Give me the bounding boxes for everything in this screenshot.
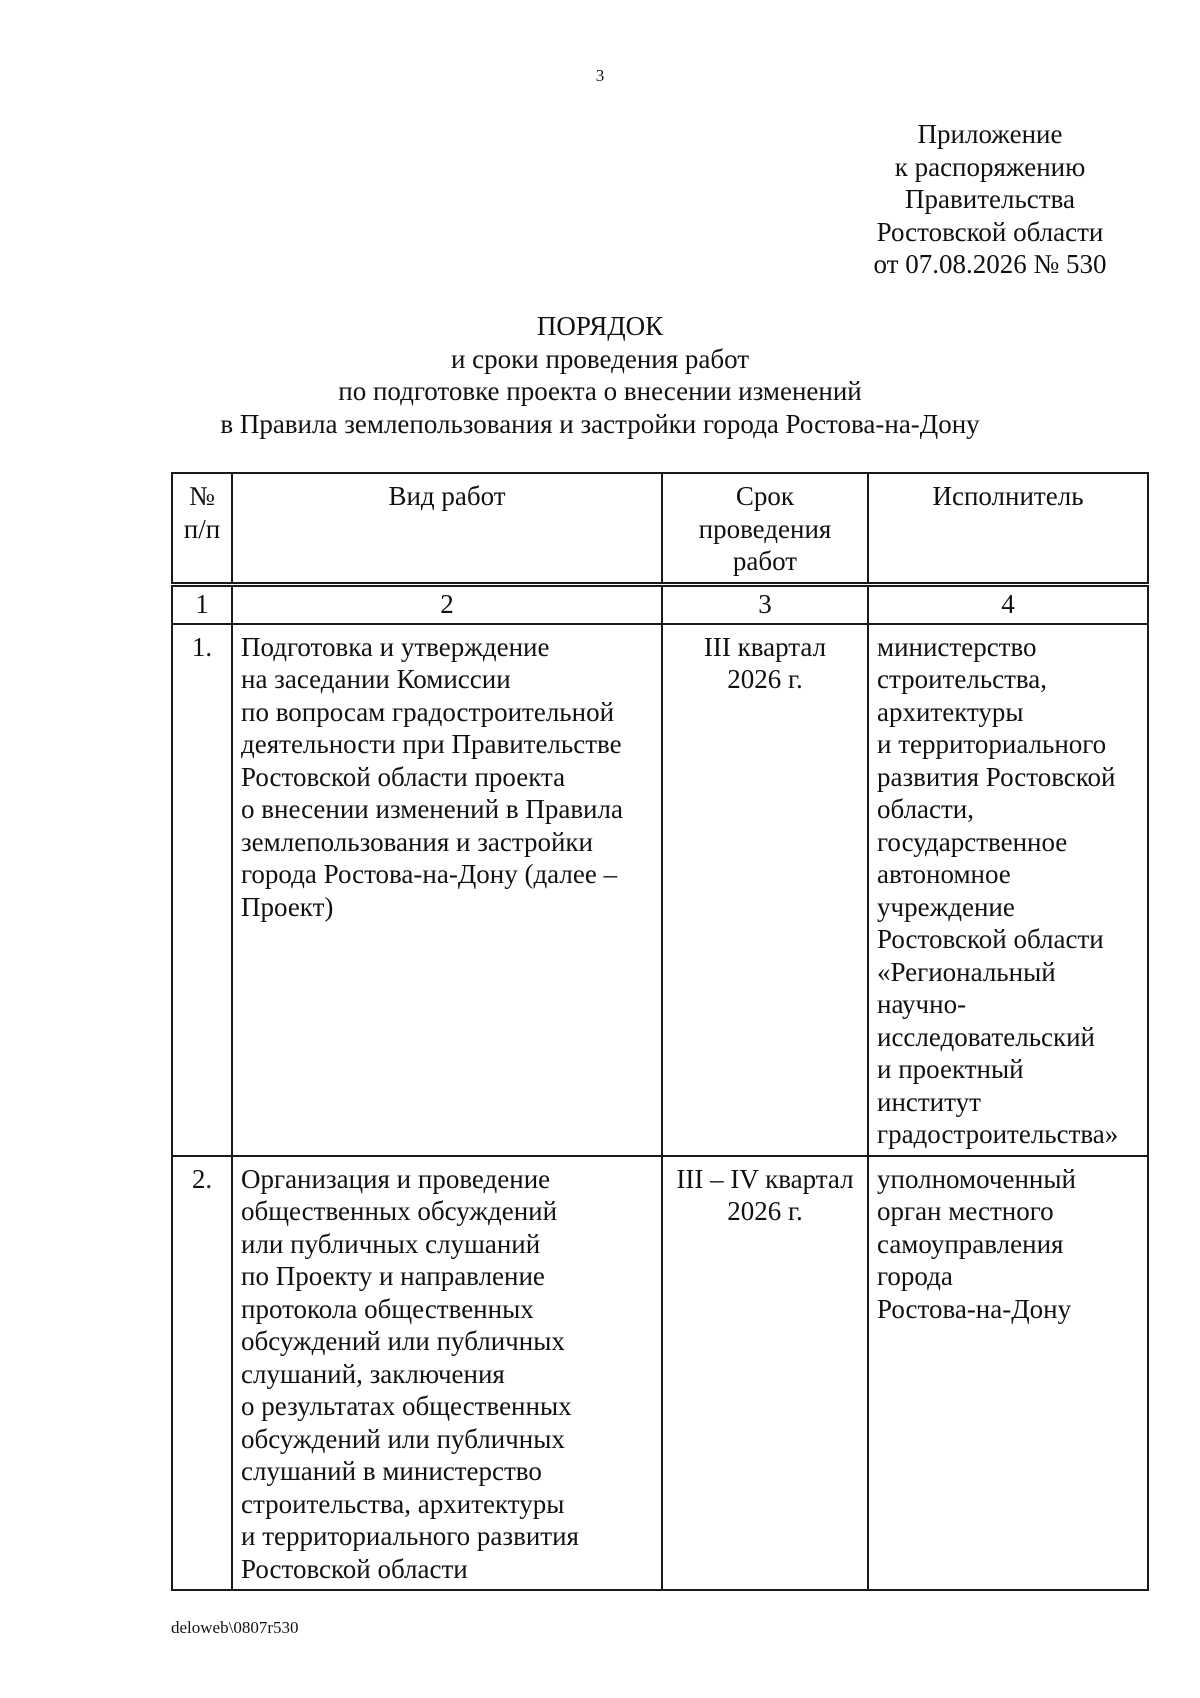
title-line: по подготовке проекта о внесении изменений xyxy=(338,376,862,406)
appendix-line: Приложение xyxy=(917,119,1063,149)
appendix-line: Правительства xyxy=(905,184,1075,214)
document-footer-code: deloweb\0807r530 xyxy=(171,1618,299,1637)
page-number: 3 xyxy=(595,66,605,85)
work-cell: Организация и проведение общественных обсуждений или публичных слушаний по Проекту и направление протокола общественных обсуждений или публичных слушаний, заключения о результатах общественных обсуждений или публичных слушаний в министерство строительства, архитектуры и территориального развития Ростовской области xyxy=(232,1156,662,1591)
appendix-line: к распоряжению xyxy=(894,151,1086,182)
executor-cell: уполномоченный орган местного самоуправления города Ростова-на-Дону xyxy=(868,1156,1148,1591)
column-number: 4 xyxy=(868,584,1148,624)
appendix-line: от 07.08.2026 № 530 xyxy=(873,249,1107,279)
header-num: № п/п xyxy=(172,473,232,584)
column-number-row xyxy=(172,584,1148,624)
title-line: в Правила землепользования и застройки города Ростова-на-Дону xyxy=(220,408,980,439)
term-cell: III квартал 2026 г. xyxy=(662,624,868,1156)
work-cell: Подготовка и утверждение на заседании Комиссии по вопросам градостроительной деятельности при Правительстве Ростовской области проекта о внесении изменений в Правила землепользования и застройки города Ростова-на-Дону (далее – Проект) xyxy=(232,624,662,1156)
table-row xyxy=(172,1156,1148,1591)
title-heading: ПОРЯДОК xyxy=(536,311,664,341)
header-executor: Исполнитель xyxy=(868,473,1148,584)
executor-cell: министерство строительства, архитектуры и территориального развития Ростовской области, государственное автономное учреждение Ростовской области «Региональный научно- исследовательский и проектный институт градостроительства» xyxy=(868,624,1148,1156)
header-work: Вид работ xyxy=(232,473,662,584)
works-table xyxy=(171,472,1149,1591)
table-row xyxy=(172,624,1148,1156)
appendix-line: Ростовской области xyxy=(876,216,1104,247)
column-number: 1 xyxy=(172,584,232,624)
document-title xyxy=(0,310,1200,440)
row-number: 2. xyxy=(172,1156,232,1591)
row-number: 1. xyxy=(172,624,232,1156)
column-number: 3 xyxy=(662,584,868,624)
header-term: Срок проведения работ xyxy=(662,473,868,584)
term-cell: III – IV квартал 2026 г. xyxy=(662,1156,868,1591)
appendix-block xyxy=(840,118,1140,281)
title-line: и сроки проведения работ xyxy=(450,343,750,374)
column-number: 2 xyxy=(232,584,662,624)
table-header-row xyxy=(172,473,1148,584)
